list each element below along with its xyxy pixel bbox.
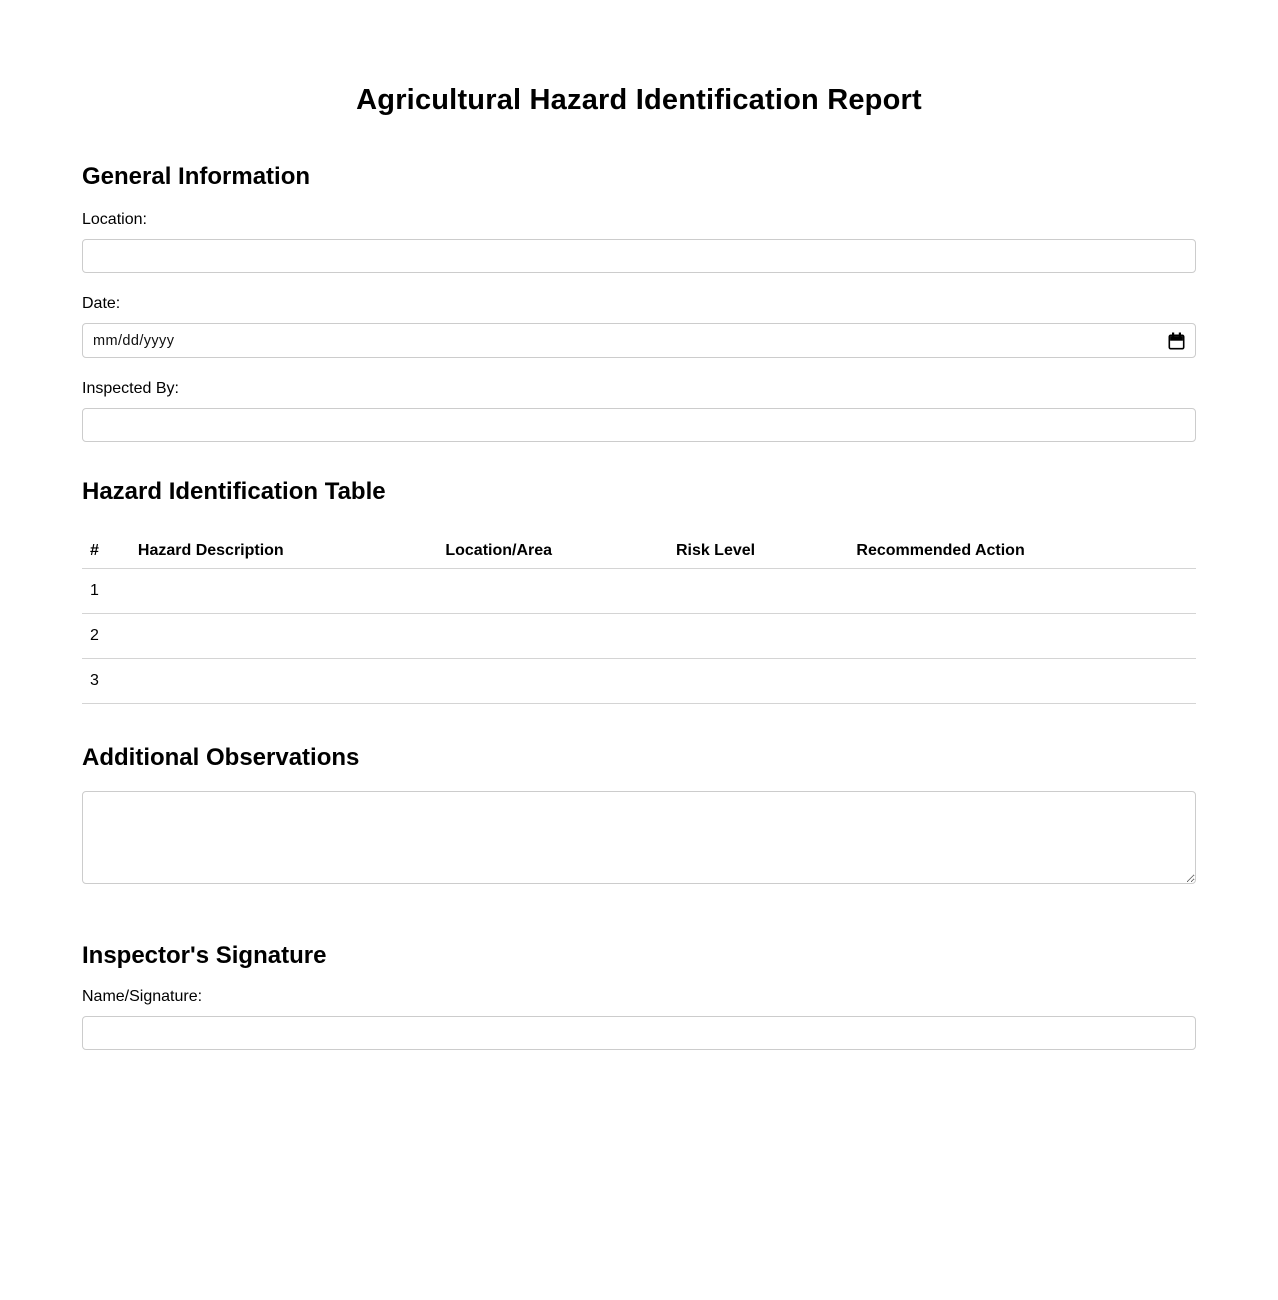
additional-observations-section — [82, 744, 1196, 884]
col-header-risk-level: Risk Level — [668, 534, 848, 569]
additional-observations-heading: Additional Observations — [82, 744, 360, 771]
table-row — [82, 614, 1196, 659]
col-header-recommended-action: Recommended Action — [848, 534, 1196, 569]
location-area-cell — [437, 569, 668, 614]
table-header-row — [82, 534, 1196, 569]
col-header-hazard-description: Hazard Description — [130, 534, 437, 569]
report-page — [82, 0, 1196, 1292]
name-signature-input[interactable] — [82, 1016, 1196, 1050]
hazard-description-cell — [130, 614, 437, 659]
recommended-action-cell — [848, 569, 1196, 614]
date-label: Date: — [82, 295, 121, 312]
risk-level-cell — [668, 659, 848, 704]
table-row — [82, 569, 1196, 614]
location-area-cell — [437, 659, 668, 704]
col-header-number: # — [82, 534, 130, 569]
location-input[interactable] — [82, 239, 1196, 273]
inspected-by-label: Inspected By: — [82, 380, 179, 397]
name-signature-field — [82, 988, 1196, 1050]
date-field — [82, 295, 1196, 358]
row-number-cell: 3 — [82, 659, 130, 704]
inspector-signature-heading: Inspector's Signature — [82, 942, 327, 969]
observations-textarea[interactable] — [82, 791, 1196, 884]
hazard-description-cell — [130, 569, 437, 614]
col-header-location-area: Location/Area — [437, 534, 668, 569]
inspector-signature-section — [82, 942, 1196, 1050]
inspected-by-field — [82, 380, 1196, 442]
row-number-cell: 2 — [82, 614, 130, 659]
location-field — [82, 211, 1196, 273]
row-number-cell: 1 — [82, 569, 130, 614]
hazard-table — [82, 534, 1196, 704]
name-signature-label: Name/Signature: — [82, 988, 203, 1005]
location-label: Location: — [82, 211, 147, 228]
recommended-action-cell — [848, 614, 1196, 659]
hazard-table-section — [82, 478, 1196, 704]
table-row — [82, 659, 1196, 704]
inspected-by-input[interactable] — [82, 408, 1196, 442]
hazard-table-heading: Hazard Identification Table — [82, 478, 386, 505]
general-information-section — [82, 163, 1196, 442]
date-input[interactable] — [82, 323, 1196, 358]
hazard-description-cell — [130, 659, 437, 704]
page-title: Agricultural Hazard Identification Report — [356, 84, 922, 116]
risk-level-cell — [668, 614, 848, 659]
general-information-heading: General Information — [82, 163, 311, 190]
date-placeholder-text: mm/dd/yyyy — [93, 332, 175, 349]
location-area-cell — [437, 614, 668, 659]
calendar-icon[interactable] — [1168, 332, 1185, 350]
risk-level-cell — [668, 569, 848, 614]
recommended-action-cell — [848, 659, 1196, 704]
